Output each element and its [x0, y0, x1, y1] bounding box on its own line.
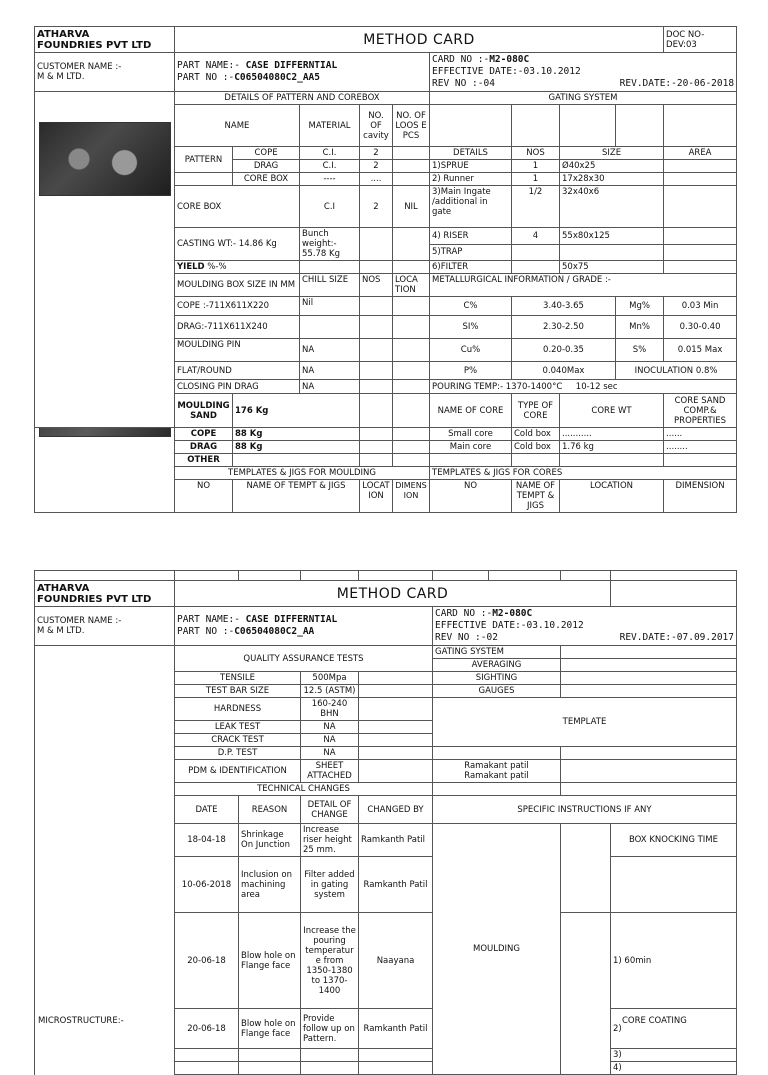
gating-row-filter: 6)FILTER [430, 261, 512, 274]
chem-si-value: 2.30-2.50 [512, 316, 616, 339]
drag-cavity: 2 [360, 160, 393, 173]
templates-moulding-header: TEMPLATES & JIGS FOR MOULDING [175, 467, 430, 480]
cope-label: COPE [233, 147, 300, 160]
tc-col-dimension: DIMENSION [664, 480, 737, 513]
gating-col-size: SIZE [560, 147, 664, 160]
gating-system-header: GATING SYSTEM [430, 92, 737, 105]
card-title-2: METHOD CARD [175, 581, 611, 607]
sand-other-label: OTHER [175, 454, 233, 467]
change-row-3-by: Naayana [359, 913, 433, 1009]
pattern-details-header: DETAILS OF PATTERN AND COREBOX [175, 92, 430, 105]
tc-col-detail: DETAIL OF CHANGE [301, 796, 359, 824]
bunch-weight: Bunch weight:- 55.78 Kg [300, 228, 360, 261]
tc-col-reason: REASON [239, 796, 301, 824]
pouring-temp: POURING TEMP:- 1370-1400°C 10-12 sec [430, 380, 737, 394]
company-name: ATHARVA FOUNDRIES PVT LTD [35, 27, 175, 53]
qa-pdm: PDM & IDENTIFICATION [175, 760, 301, 783]
change-row-2-detail: Filter added in gating system [301, 857, 359, 913]
core-row-small-type: Cold box [512, 428, 560, 441]
core-box-row-loose: NIL [393, 186, 430, 228]
qa-dp: D.P. TEST [175, 747, 301, 760]
col-loose-pcs: NO. OF LOOS E PCS [393, 105, 430, 147]
technical-changes-header: TECHNICAL CHANGES [175, 783, 433, 796]
qa-tensile: TENSILE [175, 672, 301, 685]
microstructure-cell [35, 646, 175, 1075]
method-card-1 [34, 26, 737, 513]
tc-col-location: LOCATION [560, 480, 664, 513]
knock-time-2: 2) [611, 1009, 737, 1049]
core-row-main: Main core [430, 441, 512, 454]
tc-col-no: NO [430, 480, 512, 513]
sand-drag-weight: 88 Kg [233, 441, 360, 454]
change-row-4-detail: Provide follow up on Pattern. [301, 1009, 359, 1049]
chem-mn-label: Mn% [616, 316, 664, 339]
method-card-2 [34, 570, 737, 1075]
core-box-row-material: C.I [300, 186, 360, 228]
tm-col-dimension: DIMENSION [393, 480, 430, 513]
tm-col-location: LOCATION [360, 480, 393, 513]
change-row-1-reason: Shrinkage On Junction [239, 824, 301, 857]
col-material: MATERIAL [300, 105, 360, 147]
gating-row-ingate: 3)Main Ingate /additional in gate [430, 186, 512, 228]
qa-test-bar: TEST BAR SIZE [175, 685, 301, 698]
moulding-sand-label: MOULDING SAND [175, 394, 233, 428]
core-row-small: Small core [430, 428, 512, 441]
pattern-label: PATTERN [175, 147, 233, 173]
customer-name-2: CUSTOMER NAME :- M & M LTD. [35, 607, 175, 646]
gating-row-filter-size: 50x75 [560, 261, 664, 274]
qa-crack-value: NA [301, 734, 359, 747]
chem-s-value: 0.015 Max [664, 339, 737, 362]
sand-cope-label: COPE [175, 428, 233, 441]
templates-cores-header: TEMPLATES & JIGS FOR CORES [430, 467, 737, 480]
moulding-pin-label: MOULDING PIN [175, 339, 300, 362]
chem-c-label: C% [430, 297, 512, 316]
gating-row-sprue-nos: 1 [512, 160, 560, 173]
moulding-sand-weight: 176 Kg [233, 394, 360, 428]
qa-test-bar-value: 12.5 (ASTM) [301, 685, 359, 698]
change-row-2-by: Ramkanth Patil [359, 857, 433, 913]
col-core-sand: CORE SAND COMP.& PROPERTIES [664, 394, 737, 428]
corebox-photo-cell [35, 428, 175, 513]
metallurgical-info: METALLURGICAL INFORMATION / GRADE :- [430, 274, 737, 297]
qa-tensile-value: 500Mpa [301, 672, 359, 685]
gating-row-riser-size: 55x80x125 [560, 228, 664, 245]
card-title: METHOD CARD [175, 27, 664, 53]
flat-round-label: FLAT/ROUND [175, 362, 300, 380]
change-row-3-date: 20-06-18 [175, 913, 239, 1009]
change-row-4-by: Ramkanth Patil [359, 1009, 433, 1049]
box-knocking-time: BOX KNOCKING TIME [611, 824, 737, 857]
change-row-3-reason: Blow hole on Flange face [239, 913, 301, 1009]
cope-cavity: 2 [360, 147, 393, 160]
knock-time-3: 3) [611, 1049, 737, 1062]
qa-crack: CRACK TEST [175, 734, 301, 747]
pattern-photo-cell [35, 92, 175, 428]
change-row-2-reason: Inclusion on machining area [239, 857, 301, 913]
card-info: CARD NO :-M2-080C EFFECTIVE DATE:-03.10.2012 REV NO :-04 REV.DATE:-20-06-2018 [430, 53, 737, 92]
flat-round-value: NA [300, 362, 360, 380]
core-row-main-props: ........ [664, 441, 737, 454]
tc-col-date: DATE [175, 796, 239, 824]
core-coating-label: CORE COATING [622, 1016, 687, 1026]
core-box-label: CORE BOX [233, 173, 300, 186]
core-box-row-cavity: 2 [360, 186, 393, 228]
change-row-4-date: 20-06-18 [175, 1009, 239, 1049]
pattern-photo [39, 122, 171, 196]
casting-weight: CASTING WT:- 14.86 Kg [175, 228, 300, 261]
gating-col-nos: NOS [512, 147, 560, 160]
col-name-of-core: NAME OF CORE [430, 394, 512, 428]
tm-col-no: NO [175, 480, 233, 513]
gating-row-sprue: 1)SPRUE [430, 160, 512, 173]
moulding-pin-value: NA [300, 339, 360, 362]
chem-mg-value: 0.03 Min [664, 297, 737, 316]
gating-col-details: DETAILS [430, 147, 512, 160]
qa-hardness: HARDNESS [175, 698, 301, 721]
change-row-1-date: 18-04-18 [175, 824, 239, 857]
sand-cope-weight: 88 Kg [233, 428, 360, 441]
chem-mn-value: 0.30-0.40 [664, 316, 737, 339]
core-box-cavity: .... [360, 173, 393, 186]
qa-sighting: SIGHTING [433, 672, 561, 685]
gating-row-ingate-nos: 1/2 [512, 186, 560, 228]
chem-cu-label: Cu% [430, 339, 512, 362]
qa-gating-system: GATING SYSTEM [433, 646, 561, 659]
sand-drag-label: DRAG [175, 441, 233, 454]
drag-box-size: DRAG:-711X611X240 [175, 316, 300, 339]
qa-leak: LEAK TEST [175, 721, 301, 734]
card-info-2: CARD NO :-M2-080C EFFECTIVE DATE:-03.10.2012 REV NO :-02 REV.DATE:-07.09.2017 [433, 607, 737, 646]
change-row-2-date: 10-06-2018 [175, 857, 239, 913]
core-row-small-props: ...... [664, 428, 737, 441]
chill-nil: Nil [300, 297, 360, 316]
tc-col-changed-by: CHANGED BY [359, 796, 433, 824]
moulding-box-size-label: MOULDING BOX SIZE IN MM [175, 274, 300, 297]
company-name-2: ATHARVA FOUNDRIES PVT LTD [35, 581, 175, 607]
core-row-main-type: Cold box [512, 441, 560, 454]
change-row-4-reason: Blow hole on Flange face [239, 1009, 301, 1049]
gating-row-runner: 2) Runner [430, 173, 512, 186]
core-box-material: ---- [300, 173, 360, 186]
qa-dp-value: NA [301, 747, 359, 760]
tm-col-name: NAME OF TEMPT & JIGS [233, 480, 360, 513]
ramakant-names: Ramakant patil Ramakant patil [433, 760, 561, 783]
qa-averaging: AVERAGING [433, 659, 561, 672]
core-row-main-wt: 1.76 kg [560, 441, 664, 454]
knock-time-4: 4) [611, 1062, 737, 1075]
gating-row-riser: 4) RISER [430, 228, 512, 245]
qa-leak-value: NA [301, 721, 359, 734]
gating-col-area: AREA [664, 147, 737, 160]
chem-mg-label: Mg% [616, 297, 664, 316]
col-type-of-core: TYPE OF CORE [512, 394, 560, 428]
chill-size-label: CHILL SIZE [300, 274, 360, 297]
part-info-2: PART NAME:- CASE DIFFERNTIAL PART NO :-C06504080C2_AA [175, 607, 433, 646]
qa-gauges: GAUGES [433, 685, 561, 698]
chem-p-value: 0.040Max [512, 362, 616, 380]
qa-sheet-attached: SHEET ATTACHED [301, 760, 359, 783]
col-cavity: NO. OF cavity [360, 105, 393, 147]
gating-row-runner-nos: 1 [512, 173, 560, 186]
closing-pin-label: CLOSING PIN DRAG [175, 380, 300, 394]
gating-row-sprue-size: Ø40x25 [560, 160, 664, 173]
gating-row-trap: 5)TRAP [430, 244, 512, 261]
yield: YIELD %-% [175, 261, 300, 274]
core-box-row-label: CORE BOX [175, 186, 300, 228]
drag-material: C.I. [300, 160, 360, 173]
qa-hardness-value: 160-240 BHN [301, 698, 359, 721]
inoculation: INOCULATION 0.8% [616, 362, 737, 380]
customer-name: CUSTOMER NAME :- M & M LTD. [35, 53, 175, 92]
chem-p-label: P% [430, 362, 512, 380]
location-label: LOCA TION [393, 274, 430, 297]
change-row-1-by: Ramkanth Patil [359, 824, 433, 857]
chem-si-label: SI% [430, 316, 512, 339]
change-row-1-detail: Increase riser height 25 mm. [301, 824, 359, 857]
qa-template: TEMPLATE [433, 698, 737, 747]
specific-instructions-header: SPECIFIC INSTRUCTIONS IF ANY [433, 796, 737, 824]
chem-c-value: 3.40-3.65 [512, 297, 616, 316]
part-info: PART NAME:- CASE DIFFERNTIAL PART NO :-C06504080C2_AA5 [175, 53, 430, 92]
gating-row-riser-nos: 4 [512, 228, 560, 245]
qa-header: QUALITY ASSURANCE TESTS [175, 646, 433, 672]
gating-row-ingate-size: 32x40x6 [560, 186, 664, 228]
corebox-photo [39, 428, 171, 438]
microstructure-label: MICROSTRUCTURE:- [38, 1016, 124, 1026]
closing-pin-value: NA [300, 380, 360, 394]
cope-box-size: COPE :-711X611X220 [175, 297, 300, 316]
col-core-wt: CORE WT [560, 394, 664, 428]
col-name: NAME [175, 105, 300, 147]
change-row-3-detail: Increase the pouring temperature from 1350-1380 to 1370-1400 [301, 913, 359, 1009]
gating-row-runner-size: 17x28x30 [560, 173, 664, 186]
chem-s-label: S% [616, 339, 664, 362]
moulding-label: MOULDING [433, 824, 561, 1075]
chem-cu-value: 0.20-0.35 [512, 339, 616, 362]
doc-number: DOC NO- DEV:03 [664, 27, 737, 53]
cope-material: C.I. [300, 147, 360, 160]
knock-time-1: 1) 60min [611, 913, 737, 1009]
nos-label: NOS [360, 274, 393, 297]
drag-label: DRAG [233, 160, 300, 173]
tc-col-name: NAME OF TEMPT & JIGS [512, 480, 560, 513]
core-row-small-wt: ........... [560, 428, 664, 441]
